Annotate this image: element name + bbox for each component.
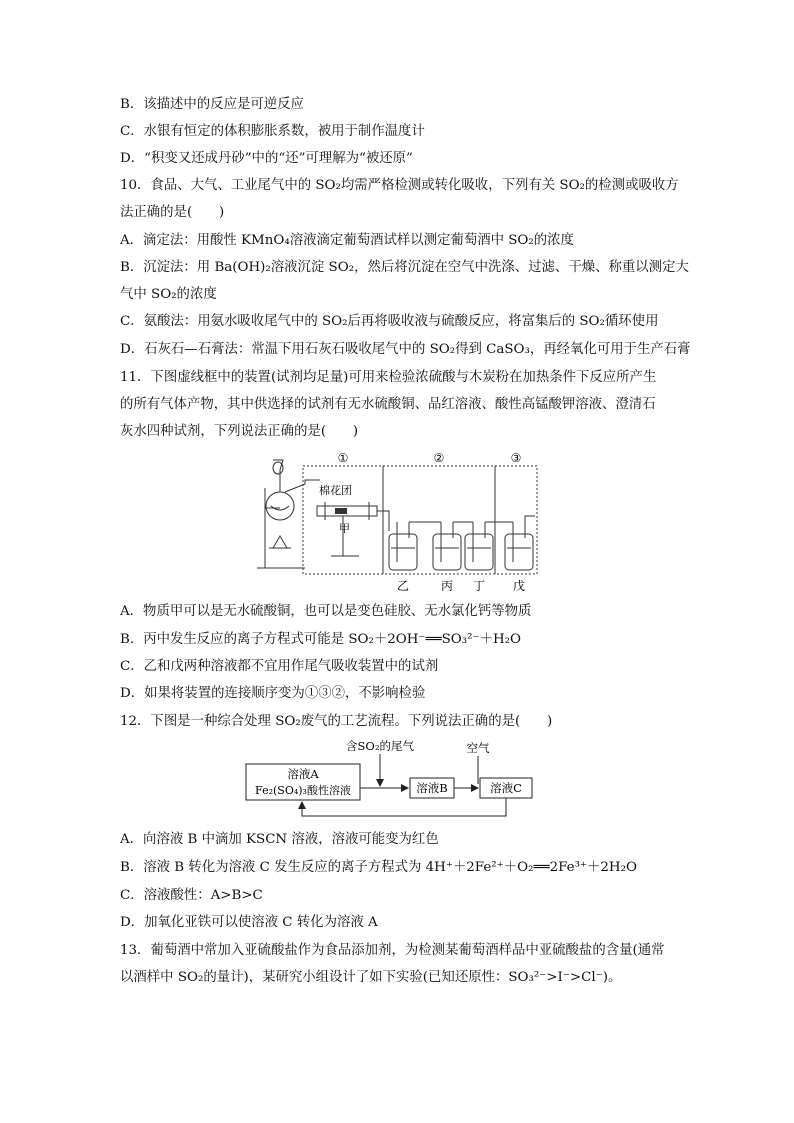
air-label: 空气: [466, 741, 490, 755]
q12-option-b: B．溶液 B 转化为溶液 C 发生反应的离子方程式为 4H⁺＋2Fe²⁺＋O₂══2Fe³⁺＋2H₂O: [120, 860, 637, 875]
solution-b-label: 溶液B: [416, 781, 448, 795]
q11-stem-line2: 的所有气体产物，其中供选择的试剂有无水硫酸铜、品红溶液、酸性高锰酸钾溶液、澄清石: [120, 397, 656, 412]
jia-label: 甲: [339, 522, 350, 535]
q11-option-b: B．丙中发生反应的离子方程式可能是 SO₂＋2OH⁻══SO₃²⁻＋H₂O: [120, 632, 521, 647]
q10-option-d: D．石灰石—石膏法：常温下用石灰石吸收尾气中的 SO₂得到 CaSO₃，再经氧化可用于生产石膏: [120, 342, 691, 357]
q11-stem-line1: 11．下图虚线框中的装置(试剂均足量)可用来检验浓硫酸与木炭粉在加热条件下反应所产生: [120, 370, 657, 385]
flowchart-figure: [244, 738, 564, 822]
q10-option-b-line1: B．沉淀法：用 Ba(OH)₂溶液沉淀 SO₂，然后将沉淀在空气中洗涤、过滤、干燥、称重以测定大: [120, 260, 689, 275]
q13-stem-line1: 13．葡萄酒中常加入亚硫酸盐作为食品添加剂，为检测某葡萄酒样品中亚硫酸盐的含量(通常: [120, 943, 665, 958]
wu-label: 戊: [512, 579, 526, 593]
ding-label: 丁: [472, 579, 486, 593]
q10-stem-line1: 10．食品、大气、工业尾气中的 SO₂均需严格检测或转化吸收，下列有关 SO₂的检测或吸收方: [120, 178, 679, 193]
q12-option-c: C．溶液酸性：A>B>C: [120, 888, 263, 903]
box-2-label: ②: [433, 451, 445, 465]
q9-option-d: D．“积变又还成丹砂”中的“还”可理解为“被还原”: [120, 151, 413, 166]
box-1-label: ①: [337, 451, 349, 465]
q10-option-c: C．氨酸法：用氨水吸收尾气中的 SO₂后再将吸收液与硫酸反应，将富集后的 SO₂循环使用: [120, 314, 659, 329]
q12-option-a: A．向溶液 B 中滴加 KSCN 溶液，溶液可能变为红色: [120, 832, 439, 847]
solution-c-label: 溶液C: [490, 781, 522, 795]
q9-option-b: B．该描述中的反应是可逆反应: [120, 97, 304, 112]
q10-stem-line2: 法正确的是( ): [120, 205, 225, 220]
q10-option-b-line2: 气中 SO₂的浓度: [120, 287, 217, 302]
q11-option-c: C．乙和戊两种溶液都不宜用作尾气吸收装置中的试剂: [120, 659, 439, 674]
bing-label: 丙: [440, 579, 454, 593]
box-3-label: ③: [510, 451, 522, 465]
solution-a-label: 溶液A: [287, 767, 319, 781]
q9-option-c: C．水银有恒定的体积膨胀系数，被用于制作温度计: [120, 124, 425, 139]
q13-stem-line2: 以酒样中 SO₂的量计)，某研究小组设计了如下实验(已知还原性：SO₃²⁻>I⁻>Cl⁻)。: [120, 970, 622, 985]
q12-option-d: D．加氧化亚铁可以使溶液 C 转化为溶液 A: [120, 915, 378, 930]
apparatus-figure: [255, 448, 545, 596]
cotton-label: 棉花团: [319, 484, 352, 497]
q11-stem-line3: 灰水四种试剂，下列说法正确的是( ): [120, 424, 359, 439]
solution-a-formula: Fe₂(SO₄)₃酸性溶液: [255, 784, 351, 797]
q11-option-a: A．物质甲可以是无水硫酸铜，也可以是变色硅胶、无水氯化钙等物质: [120, 604, 532, 619]
q10-option-a: A．滴定法：用酸性 KMnO₄溶液滴定葡萄酒试样以测定葡萄酒中 SO₂的浓度: [120, 233, 574, 248]
yi-label: 乙: [396, 579, 410, 593]
tailgas-label: 含SO₂的尾气: [346, 739, 414, 753]
q11-option-d: D．如果将装置的连接顺序变为①③②，不影响检验: [120, 686, 426, 701]
q12-stem: 12．下图是一种综合处理 SO₂废气的工艺流程。下列说法正确的是( ): [120, 714, 553, 729]
